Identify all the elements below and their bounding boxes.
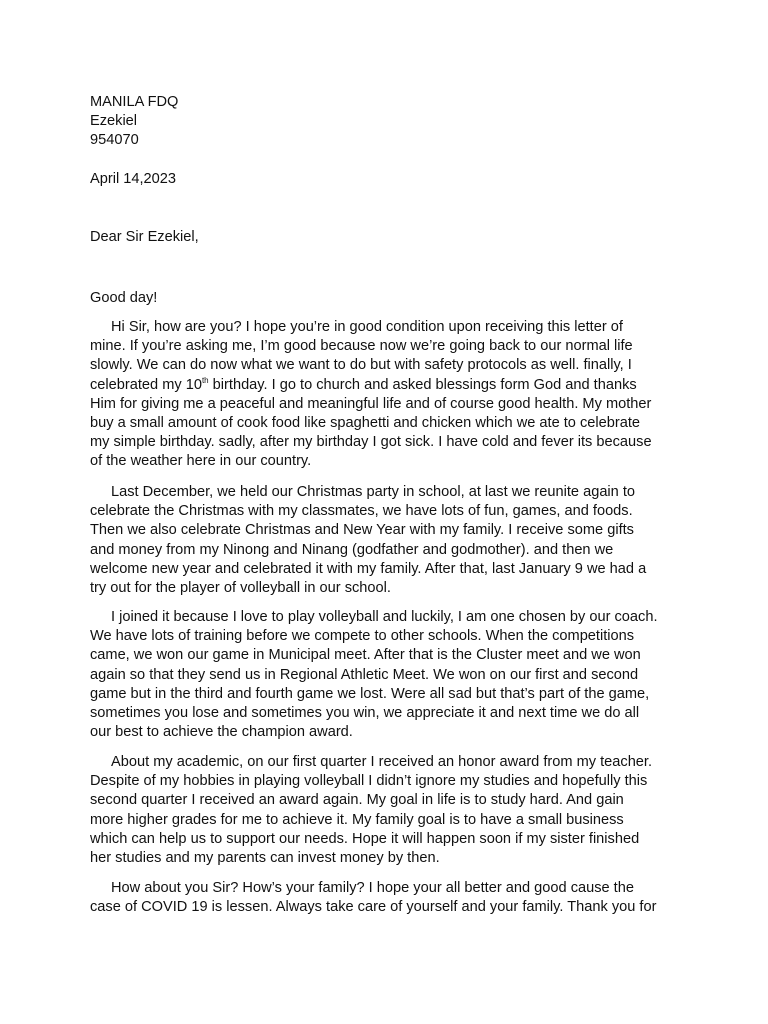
body-paragraph (90, 879, 690, 917)
paragraph-line: try out for the player of volleyball in our school. (90, 580, 391, 597)
paragraph-line: buy a small amount of cook food like spaghetti and chicken which we ate to celebrate (90, 415, 641, 432)
address-line: MANILA FDQ (90, 94, 179, 110)
paragraph-line: sometimes you lose and sometimes you win, we appreciate it and next time we do all (90, 705, 640, 722)
letter-date (90, 170, 690, 189)
date-text: April 14,2023 (90, 171, 177, 187)
paragraph-line: slowly. We can do now what we want to do but with safety protocols as well. finally, I (90, 357, 632, 374)
paragraph-line: We have lots of training before we compete to other schools. When the competitions (90, 628, 635, 645)
paragraph-line: and money from my Ninong and Ninang (godfather and godmother). and then we (90, 541, 614, 558)
body-paragraph (90, 753, 690, 868)
paragraph-line: game but in the third and fourth game we lost. Were all sad but that’s part of the game, (90, 685, 650, 702)
address-line: Ezekiel (90, 113, 138, 130)
salutation-text: Dear Sir Ezekiel, (90, 229, 199, 245)
paragraph-line: I joined it because I love to play volleyball and luckily, I am one chosen by our coach. (111, 609, 658, 625)
sender-address (90, 93, 690, 151)
greeting (90, 289, 690, 308)
body-paragraph (90, 318, 690, 472)
paragraph-line: second quarter I received an award again. My goal in life is to study hard. And gain (90, 792, 624, 809)
paragraph-line: again so that they send us in Regional Athletic Meet. We won on our first and second (90, 666, 639, 683)
paragraph-line: case of COVID 19 is lessen. Always take care of yourself and your family. Thank you for (90, 899, 657, 916)
paragraph-line: my simple birthday. sadly, after my birthday I got sick. I have cold and fever its because (90, 434, 652, 451)
paragraph-line: How about you Sir? How’s your family? I hope your all better and good cause the (111, 880, 634, 896)
paragraph-line: Him for giving me a peaceful and meaningful life and of course good health. My mother (90, 395, 652, 412)
body-paragraph (90, 483, 690, 598)
salutation (90, 228, 690, 247)
paragraph-line: her studies and my parents can invest money by then. (90, 850, 440, 867)
paragraph-line: Then we also celebrate Christmas and New Year with my family. I receive some gifts (90, 522, 634, 539)
paragraph-line: welcome new year and celebrated it with my family. After that, last January 9 we had a (90, 560, 647, 577)
paragraph-line: About my academic, on our first quarter I received an honor award from my teacher. (111, 754, 653, 770)
paragraph-line: which can help us to support our needs. Hope it will happen soon if my sister finished (90, 830, 640, 847)
paragraph-line: of the weather here in our country. (90, 453, 312, 470)
greeting-text: Good day! (90, 290, 158, 306)
body-paragraph (90, 608, 690, 742)
paragraph-line: Despite of my hobbies in playing volleyball I didn’t ignore my studies and hopefully this (90, 773, 648, 790)
paragraph-line: more higher grades for me to achieve it. My family goal is to have a small business (90, 811, 624, 828)
paragraph-line: our best to achieve the champion award. (90, 724, 353, 741)
paragraph-line: Last December, we held our Christmas party in school, at last we reunite again to (111, 484, 636, 500)
address-line: 954070 (90, 132, 139, 149)
paragraph-line: celebrated my 10th birthday. I go to church and asked blessings form God and thanks (90, 375, 637, 393)
paragraph-line: mine. If you’re asking me, I’m good because now we’re going back to our normal life (90, 338, 633, 355)
paragraph-line: came, we won our game in Municipal meet. After that is the Cluster meet and we won (90, 647, 641, 664)
paragraph-line: Hi Sir, how are you? I hope you’re in good condition upon receiving this letter of (111, 319, 623, 335)
paragraph-line: celebrate the Christmas with my classmates, we have lots of fun, games, and foods. (90, 503, 633, 520)
